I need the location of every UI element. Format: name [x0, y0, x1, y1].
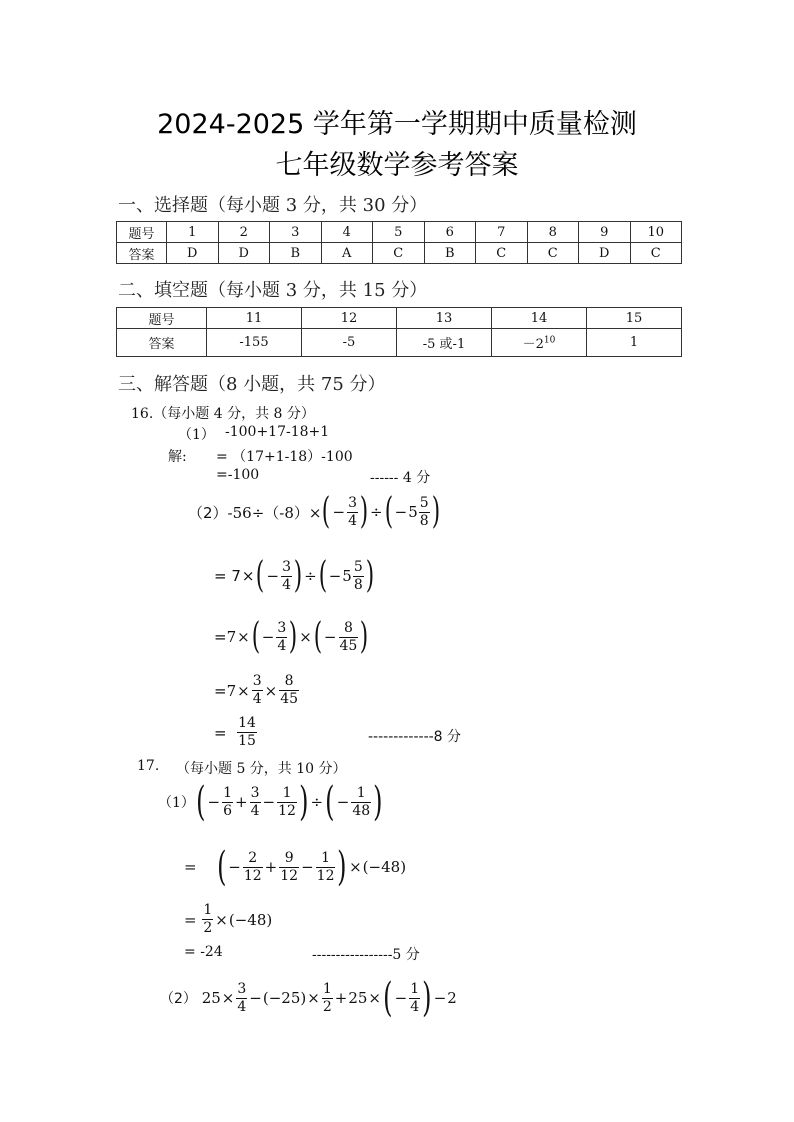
- table-cell: 11: [207, 308, 302, 329]
- fraction: [243, 850, 263, 885]
- equals-sign: =: [214, 567, 227, 585]
- q17-part1-label: （1）: [158, 795, 195, 811]
- minus-sign: −: [249, 989, 262, 1007]
- right-paren: ): [299, 779, 309, 825]
- denominator: 4: [252, 691, 262, 707]
- fraction: [222, 785, 233, 820]
- q16-part2-prefix: -56÷（-8）×: [227, 503, 322, 522]
- table-cell: 3: [270, 222, 322, 243]
- times-sign: ×: [237, 628, 250, 646]
- numerator: 3: [250, 784, 260, 801]
- plus-sign: +: [235, 793, 248, 811]
- denominator: 45: [339, 637, 358, 654]
- right-paren: ): [365, 555, 374, 596]
- fraction: [277, 785, 297, 820]
- q16-part1-score: ------ 4 分: [370, 470, 431, 486]
- denominator: 8: [353, 576, 363, 593]
- fraction: [316, 850, 336, 885]
- fraction: [351, 785, 371, 820]
- minus-sign: −: [262, 793, 276, 811]
- result-value: -24: [200, 944, 223, 960]
- equals-sign: =: [214, 723, 227, 742]
- number: −48: [234, 910, 267, 929]
- right-paren: ): [289, 616, 298, 657]
- table-cell: C: [630, 243, 682, 264]
- table-cell: B: [424, 243, 476, 264]
- table-cell: D: [218, 243, 270, 264]
- denominator: 4: [410, 998, 420, 1015]
- table-cell: 8: [527, 222, 579, 243]
- numerator: 5: [353, 558, 363, 575]
- divide-sign: ÷: [370, 503, 383, 521]
- q17-part1-step1: = ( − $\frac{2}{12}$ + $\frac{9}{12}$ − $\frac{1}{12}$ ) × ( −48 ): [184, 844, 407, 890]
- section-solve-heading: 三、解答题（8 小题，共 75 分）: [118, 374, 386, 395]
- number: −48: [368, 858, 401, 876]
- denominator: 4: [250, 802, 260, 819]
- numerator: 1: [223, 784, 233, 801]
- q16-part2-step2: [214, 616, 369, 657]
- times-sign: ×: [299, 628, 312, 646]
- table-header-cell: 题号: [117, 308, 207, 329]
- number: 7: [231, 567, 241, 585]
- table-cell: 2: [218, 222, 270, 243]
- numerator: 3: [252, 673, 262, 689]
- numerator: 1: [410, 980, 420, 997]
- q17-part2-label: （2）: [160, 991, 197, 1007]
- right-paren: ): [360, 616, 369, 657]
- minus-sign: −: [332, 503, 346, 521]
- table-cell: -155: [207, 329, 302, 357]
- denominator: 2: [203, 920, 213, 936]
- left-paren: (: [216, 844, 227, 890]
- times-sign: ×: [241, 567, 255, 585]
- plus-sign: +: [334, 989, 348, 1007]
- equals-sign: =: [184, 944, 196, 960]
- table-cell: 15: [587, 308, 682, 329]
- table-cell: A: [321, 243, 373, 264]
- fraction: [339, 620, 359, 655]
- numerator: 1: [316, 850, 336, 868]
- fraction: [279, 850, 299, 885]
- q16-solve-label: 解:: [168, 449, 187, 465]
- table-cell: B: [270, 243, 322, 264]
- minus-sign: −: [228, 858, 241, 876]
- table-cell: 6: [424, 222, 476, 243]
- q16-part1-expression: -100+17-18+1: [225, 424, 330, 440]
- table-cell: 7: [476, 222, 528, 243]
- minus-sign: −: [336, 793, 350, 811]
- denominator: 48: [352, 802, 371, 819]
- times-sign: ×: [264, 681, 278, 700]
- denominator: 4: [348, 512, 357, 529]
- number: 7: [226, 628, 237, 646]
- numerator: 5: [419, 494, 429, 511]
- q16-part2-label: （2）: [188, 503, 228, 522]
- table-cell: 1: [587, 329, 682, 357]
- minus-sign: −: [207, 793, 221, 811]
- minus-sign: −: [266, 567, 280, 585]
- times-sign: ×: [215, 910, 228, 929]
- denominator: 12: [316, 867, 335, 884]
- fraction: [250, 785, 261, 820]
- q16-part2-result: [214, 715, 258, 750]
- table-cell: 13: [397, 308, 492, 329]
- fraction: [347, 495, 358, 530]
- whole-number: 5: [342, 567, 352, 585]
- number: 2: [447, 989, 457, 1007]
- equals-sign: =: [184, 910, 197, 929]
- left-paren: (: [313, 616, 323, 657]
- numerator: 3: [348, 494, 357, 511]
- equals-sign: =: [184, 858, 197, 876]
- q16-header: 16.（每小题 4 分，共 8 分）: [131, 406, 315, 422]
- left-paren: (: [318, 555, 327, 596]
- q16-part1-label: （1）: [178, 427, 215, 443]
- table-cell: C: [527, 243, 579, 264]
- q17-part1-step2: = $\frac{1}{2}$ × ( −48 ): [184, 902, 273, 936]
- answer-14-base: －2: [522, 337, 544, 352]
- q17-part1-result: [184, 944, 223, 960]
- numerator: 1: [277, 785, 297, 803]
- fraction: [276, 620, 287, 655]
- denominator: 12: [280, 867, 299, 884]
- table-cell: -5: [302, 329, 397, 357]
- fraction: [281, 559, 292, 594]
- plus-sign: +: [264, 858, 278, 876]
- times-sign: ×: [237, 681, 250, 700]
- left-paren: (: [322, 491, 331, 532]
- left-paren: (: [383, 975, 393, 1021]
- table-cell: 4: [321, 222, 373, 243]
- q16-part1-step1: = （17+1-18）-100: [216, 449, 353, 465]
- denominator: 6: [223, 802, 233, 819]
- numerator: 8: [339, 620, 359, 638]
- fraction: [322, 981, 333, 1016]
- section-fill-heading: 二、填空题（每小题 3 分，共 15 分）: [118, 280, 428, 301]
- times-sign: ×: [368, 989, 381, 1007]
- right-paren: ): [373, 779, 383, 825]
- denominator: 8: [419, 512, 429, 529]
- number: −25: [268, 989, 301, 1007]
- minus-sign: −: [301, 858, 314, 876]
- denominator: 15: [238, 733, 256, 749]
- table-cell: 14: [492, 308, 587, 329]
- fraction: [419, 495, 430, 530]
- denominator: 4: [282, 576, 292, 593]
- minus-sign: −: [394, 989, 408, 1007]
- table-cell: 9: [579, 222, 631, 243]
- number: 25: [201, 989, 221, 1007]
- table-header-cell: 答案: [117, 243, 167, 264]
- q16-part1-step2: =-100: [216, 467, 260, 483]
- right-paren: ): [337, 844, 347, 890]
- table-header-cell: 题号: [117, 222, 167, 243]
- left-paren: (: [251, 616, 260, 657]
- fraction: [409, 981, 420, 1016]
- table-row: [117, 243, 682, 264]
- denominator: 45: [280, 691, 299, 707]
- minus-sign: −: [261, 628, 275, 646]
- section-choice-heading: 一、选择题（每小题 3 分，共 30 分）: [118, 195, 428, 216]
- fraction: [236, 981, 247, 1016]
- times-sign: ×: [349, 858, 362, 876]
- table-cell: 12: [302, 308, 397, 329]
- numerator: 3: [282, 558, 292, 575]
- left-paren: (: [325, 779, 335, 825]
- numerator: 9: [279, 850, 299, 868]
- fill-answer-table: [116, 307, 682, 357]
- equals-sign: =: [214, 628, 227, 646]
- table-cell: C: [373, 243, 425, 264]
- q17-part1-expression: [158, 779, 384, 825]
- table-cell: 10: [630, 222, 682, 243]
- page-subtitle: 七年级数学参考答案: [275, 150, 519, 181]
- q17-part2-expression: （2） 25 × $\frac{3}{4}$ − ( −25 ) × $\frac{1}{2}$ + 25 × ( − $\frac{1}{4}$ ) − 2: [160, 975, 457, 1021]
- q16-part2-score: -------------8 分: [368, 729, 462, 745]
- fraction: [279, 673, 299, 708]
- left-paren: (: [256, 555, 265, 596]
- table-row: [117, 222, 682, 243]
- minus-sign: −: [323, 628, 337, 646]
- numerator: 3: [237, 980, 247, 997]
- right-paren: ): [359, 491, 369, 532]
- denominator: 2: [322, 998, 332, 1015]
- denominator: 4: [277, 637, 287, 654]
- choice-answer-table: [116, 221, 682, 264]
- minus-sign: −: [433, 989, 447, 1007]
- equals-sign: =: [214, 681, 227, 700]
- table-cell: D: [167, 243, 219, 264]
- right-paren: ): [431, 491, 440, 532]
- times-sign: ×: [307, 989, 320, 1007]
- denominator: 12: [278, 802, 296, 819]
- minus-sign: −: [394, 503, 408, 521]
- numerator: 1: [322, 980, 332, 997]
- left-paren: (: [196, 779, 206, 825]
- numerator: 3: [277, 619, 287, 636]
- numerator: 8: [279, 673, 299, 691]
- q16-part2-step1: [214, 555, 375, 596]
- minus-sign: −: [328, 567, 342, 585]
- q17-header: （每小题 5 分，共 10 分）: [176, 761, 347, 777]
- number: 25: [348, 989, 368, 1007]
- divide-sign: ÷: [304, 567, 317, 585]
- table-cell: -5 或-1: [397, 329, 492, 357]
- divide-sign: ÷: [310, 793, 324, 811]
- fraction: [237, 715, 257, 750]
- denominator: 4: [237, 998, 247, 1015]
- q17-part1-score: -----------------5 分: [312, 947, 420, 963]
- right-paren: ): [422, 975, 432, 1021]
- table-cell: 5: [373, 222, 425, 243]
- table-row: [117, 329, 682, 357]
- table-cell: D: [579, 243, 631, 264]
- table-cell: C: [476, 243, 528, 264]
- numerator: 1: [351, 785, 371, 803]
- denominator: 12: [243, 867, 262, 884]
- number: 7: [226, 681, 237, 700]
- left-paren: (: [384, 491, 393, 532]
- table-cell: [492, 329, 587, 357]
- table-header-cell: 答案: [117, 329, 207, 357]
- numerator: 2: [243, 850, 263, 868]
- fraction: [353, 559, 364, 594]
- q16-part2-step3: [214, 673, 300, 708]
- times-sign: ×: [221, 989, 235, 1007]
- table-cell: 1: [167, 222, 219, 243]
- numerator: 1: [203, 902, 213, 918]
- numerator: 14: [238, 715, 256, 731]
- page-title: 2024-2025 学年第一学期期中质量检测: [157, 109, 637, 140]
- table-row: [117, 308, 682, 329]
- whole-number: 5: [408, 503, 418, 521]
- answer-14-exponent: 10: [543, 335, 556, 346]
- fraction: [252, 673, 263, 708]
- fraction: [202, 902, 213, 937]
- q17-number: 17.: [137, 758, 160, 774]
- q16-part2-expression: [188, 491, 441, 532]
- right-paren: ): [293, 555, 303, 596]
